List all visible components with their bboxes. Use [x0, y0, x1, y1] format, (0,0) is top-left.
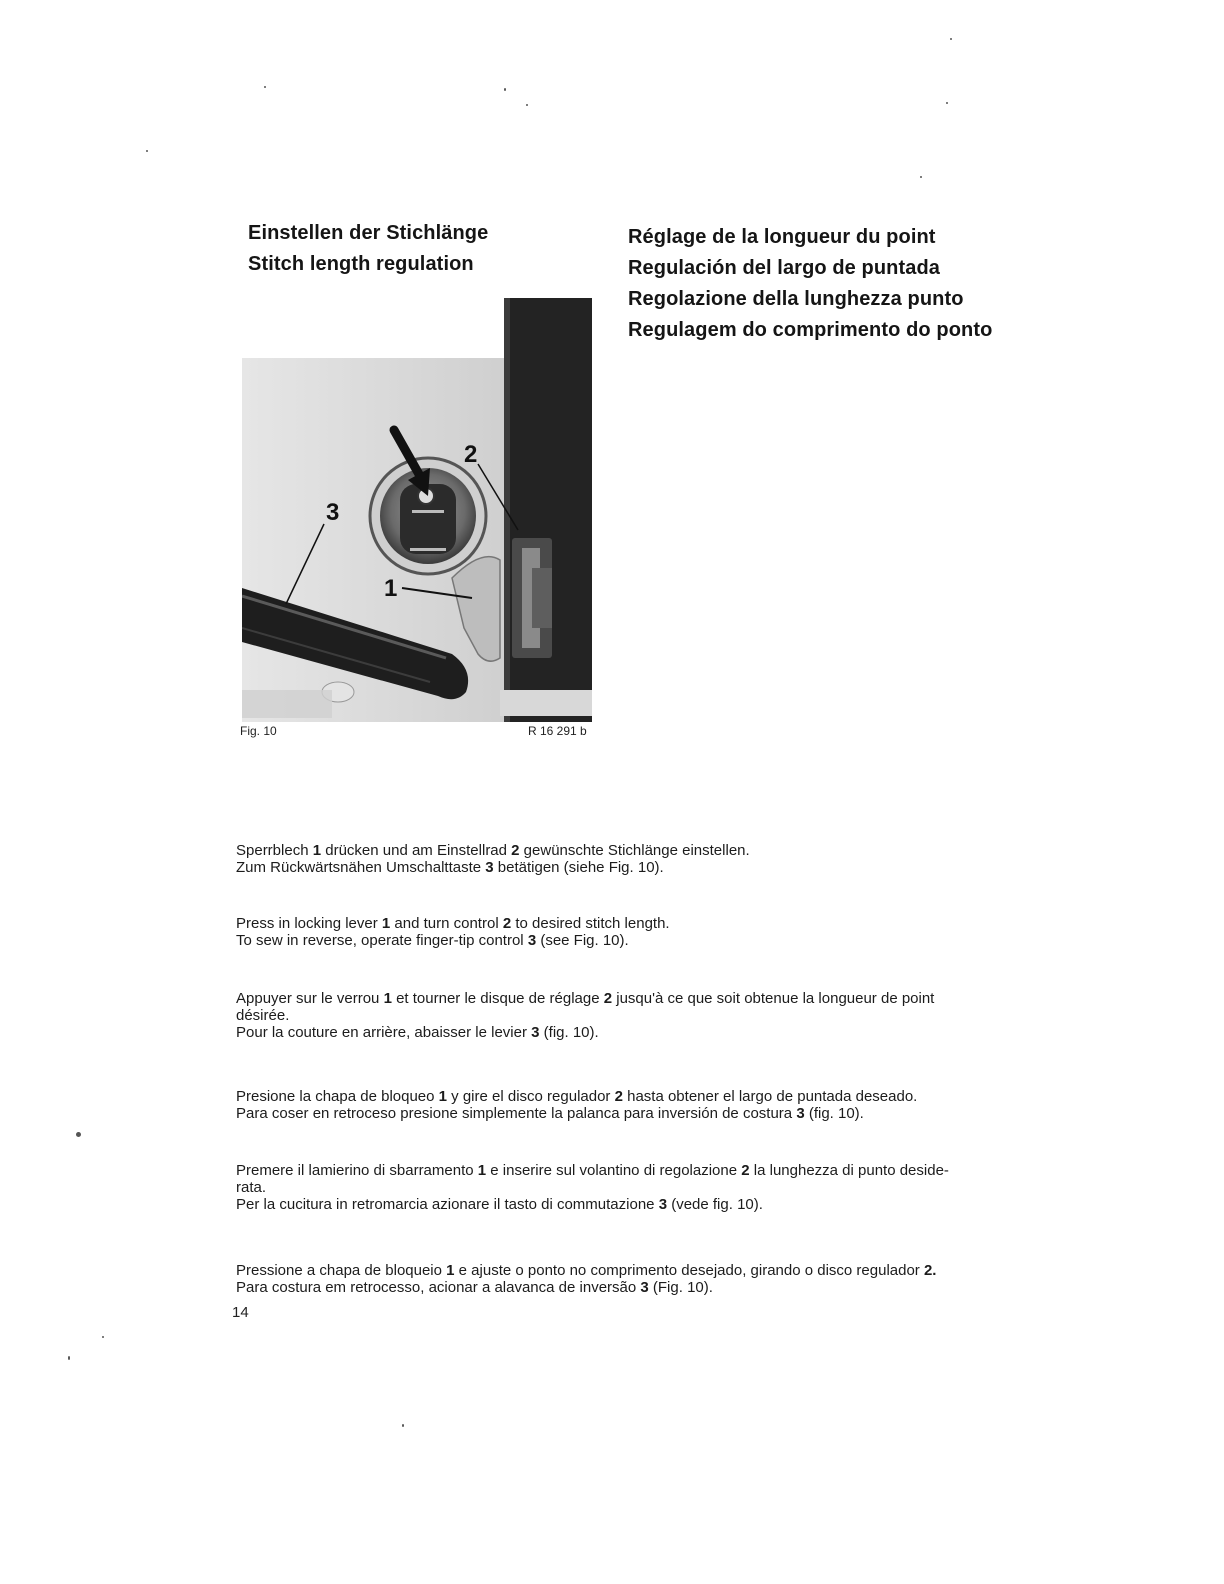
paragraph-line — [236, 1279, 996, 1296]
paragraph-line — [236, 1196, 976, 1213]
text-run: gewünschte Stichlänge einstellen. — [519, 842, 750, 859]
paragraph-line — [236, 915, 996, 932]
paragraph-line — [236, 932, 996, 949]
paragraph-portuguese — [236, 1262, 996, 1296]
text-run: Zum Rückwärtsnähen Umschalttaste — [236, 859, 486, 876]
reference-number: 2 — [614, 1088, 623, 1105]
paragraph-line — [236, 1262, 996, 1279]
stitch-regulator-illustration — [242, 298, 592, 722]
scan-speck — [920, 176, 922, 178]
scan-speck — [102, 1336, 104, 1338]
text-run: Para coser en retroceso presione simplemente la palanca para inversión de costura — [236, 1105, 797, 1122]
paragraph-spanish — [236, 1088, 996, 1122]
text-run: Press in locking lever — [236, 915, 382, 932]
reference-number: 2 — [603, 990, 613, 1007]
paragraph-line — [236, 1088, 996, 1105]
text-run: e inserire sul volantino di regolazione — [486, 1162, 742, 1179]
reference-number: 2 — [741, 1162, 750, 1179]
paragraph-german — [236, 842, 996, 876]
heading-english: Stitch length regulation — [248, 253, 474, 275]
scan-speck — [402, 1424, 404, 1427]
scan-speck — [950, 38, 952, 40]
text-run: Premere il lamierino di sbarramento — [236, 1162, 478, 1179]
base-plate — [500, 690, 592, 716]
heading-group-right — [628, 222, 992, 346]
text-run: (fig. 10). — [804, 1105, 864, 1122]
figure-reference: R 16 291 b — [528, 724, 587, 738]
reference-number: 1 — [477, 1162, 487, 1179]
scan-speck — [146, 150, 148, 152]
paragraph-line — [236, 1105, 996, 1122]
page-number: 14 — [232, 1304, 249, 1321]
text-run: Pressione a chapa de bloqueio — [236, 1262, 447, 1279]
scan-speck — [504, 88, 506, 91]
text-run: et tourner le disque de réglage — [391, 990, 604, 1007]
reference-number: 3 — [796, 1105, 805, 1122]
text-run: (fig. 10). — [539, 1024, 599, 1041]
heading-group-left — [248, 218, 488, 280]
scan-speck — [946, 102, 948, 104]
paragraph-line — [236, 990, 976, 1024]
paragraph-french — [236, 990, 976, 1041]
reference-number: 3 — [527, 932, 537, 949]
paragraph-italian — [236, 1162, 976, 1213]
text-run: betätigen (siehe Fig. 10). — [493, 859, 664, 876]
scan-speck — [264, 86, 266, 88]
paragraph-line — [236, 842, 996, 859]
reference-number: 2. — [923, 1262, 937, 1279]
figure-caption: Fig. 10 — [240, 724, 277, 738]
paragraph-line — [236, 859, 996, 876]
text-run: and turn control — [390, 915, 503, 932]
reference-number: 1 — [381, 915, 391, 932]
reference-number: 3 — [640, 1279, 649, 1296]
reference-number: 2 — [511, 842, 520, 859]
text-run: jusqu'à ce que soit obtenue la longueur de point désirée. — [236, 990, 935, 1024]
text-run: e ajuste o ponto no comprimento desejado, girando o disco regulador — [454, 1262, 924, 1279]
reference-number: 3 — [485, 859, 494, 876]
text-run: hasta obtener el largo de puntada deseado. — [622, 1088, 918, 1105]
reference-number: 3 — [658, 1196, 668, 1213]
text-run: Para costura em retrocesso, acionar a alavanca de inversão — [236, 1279, 641, 1296]
text-run: Appuyer sur le verrou — [236, 990, 384, 1007]
figure-label-1: 1 — [384, 575, 398, 602]
figure-label-2: 2 — [464, 441, 478, 468]
heading-german: Einstellen der Stichlänge — [248, 222, 489, 244]
machine-column — [504, 298, 592, 722]
reference-number: 1 — [446, 1262, 455, 1279]
reference-number: 2 — [502, 915, 512, 932]
scan-speck — [76, 1132, 81, 1137]
heading-french: Réglage de la longueur du point — [628, 226, 936, 248]
paragraph-line — [236, 1024, 976, 1041]
text-run: la lunghezza di punto deside-rata. — [236, 1162, 949, 1196]
reference-number: 1 — [312, 842, 322, 859]
text-run: To sew in reverse, operate finger-tip control — [236, 932, 528, 949]
text-run: Presione la chapa de bloqueo — [236, 1088, 439, 1105]
text-run: Sperrblech — [236, 842, 313, 859]
figure-10-photo — [242, 298, 592, 722]
scan-speck — [526, 104, 528, 106]
heading-portuguese: Regulagem do comprimento do ponto — [628, 319, 993, 341]
text-run: (vede fig. 10). — [667, 1196, 763, 1213]
reference-number: 1 — [383, 990, 392, 1007]
text-run: y gire el disco regulador — [447, 1088, 615, 1105]
text-run: (Fig. 10). — [648, 1279, 713, 1296]
scan-speck — [68, 1356, 70, 1360]
paragraph-english — [236, 915, 996, 949]
paragraph-line — [236, 1162, 976, 1196]
heading-spanish: Regulación del largo de puntada — [628, 257, 941, 279]
text-run: (see Fig. 10). — [536, 932, 629, 949]
text-run: to desired stitch length. — [511, 915, 670, 932]
reference-number: 3 — [531, 1024, 540, 1041]
figure-label-3: 3 — [326, 499, 340, 526]
heading-italian: Regolazione della lunghezza punto — [628, 288, 964, 310]
text-run: drücken und am Einstellrad — [321, 842, 512, 859]
text-run: Pour la couture en arrière, abaisser le levier — [236, 1024, 532, 1041]
reference-number: 1 — [438, 1088, 447, 1105]
text-run: Per la cucitura in retromarcia azionare il tasto di commutazione — [236, 1196, 659, 1213]
